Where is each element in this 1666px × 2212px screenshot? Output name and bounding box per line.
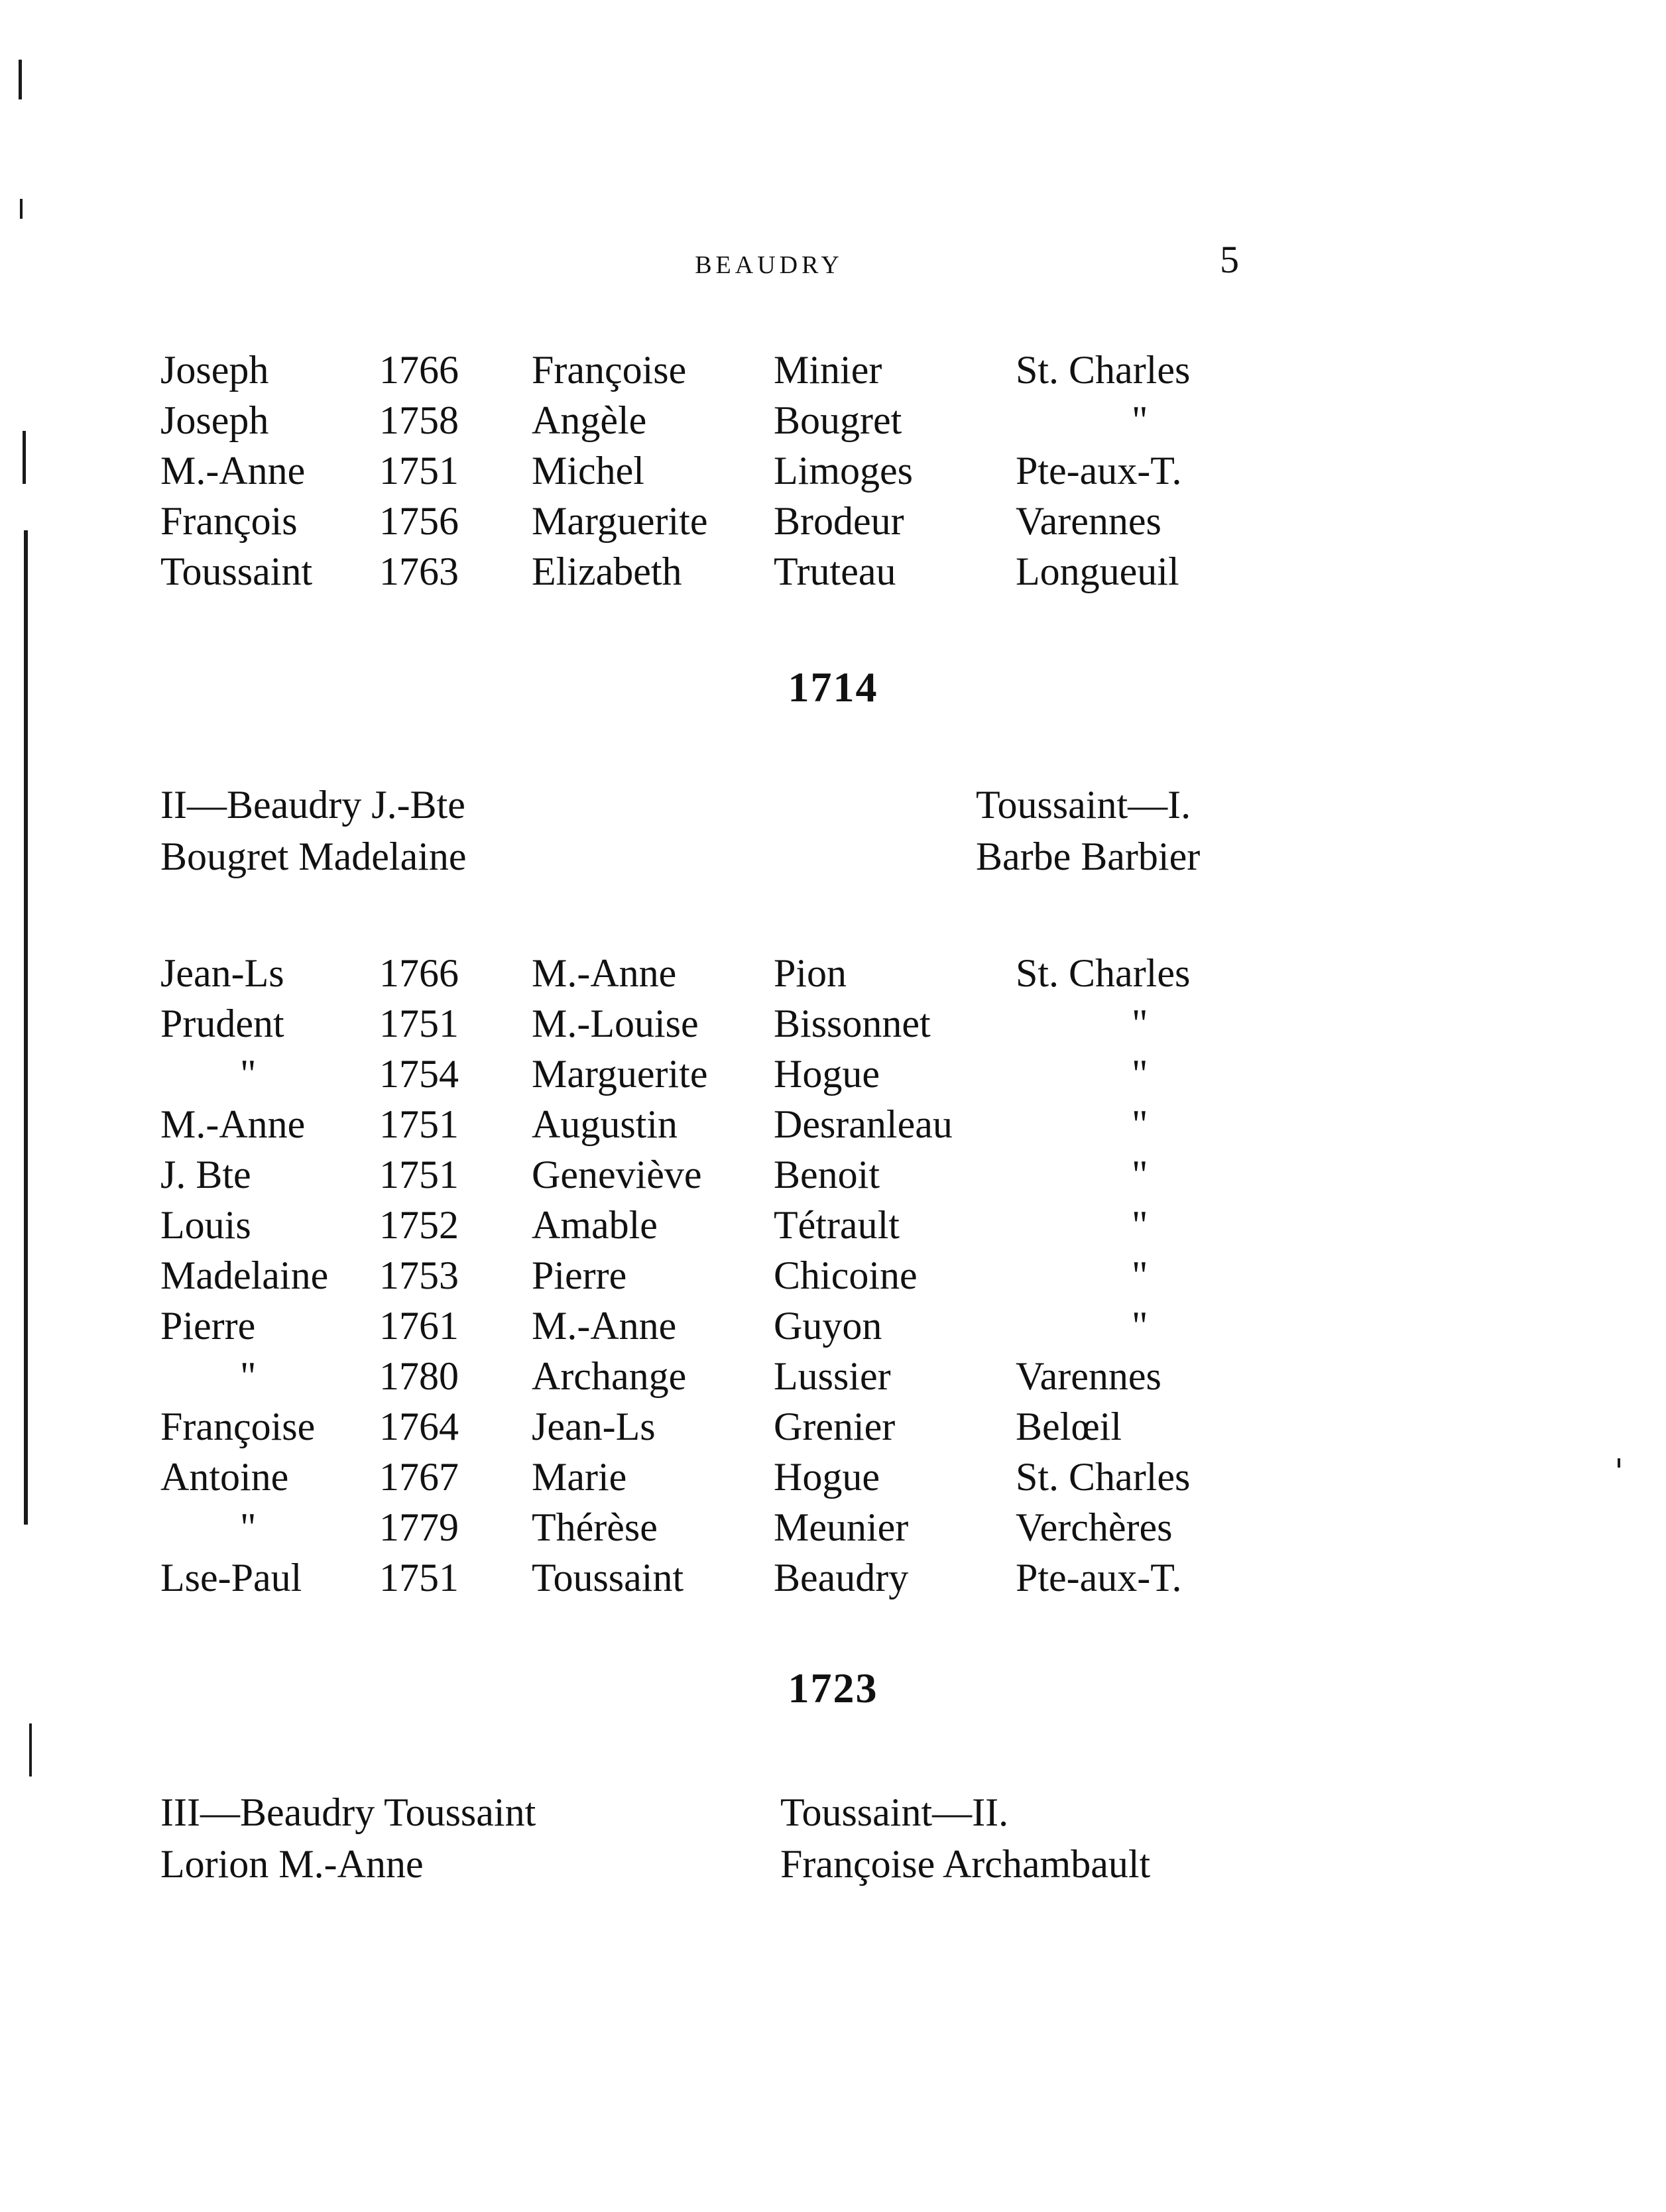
- table-row: [160, 1452, 1287, 1502]
- year-heading-1714: 1714: [788, 664, 878, 711]
- spouse-last-name: Bougret: [774, 398, 902, 442]
- spouse-last-name: Brodeur: [774, 499, 904, 543]
- spouse-last-name: Pion: [774, 951, 847, 995]
- marriage-place: St. Charles: [1016, 1455, 1191, 1499]
- page-number: 5: [1220, 238, 1239, 281]
- table-row: [160, 1301, 1287, 1351]
- family-line: [160, 779, 1287, 831]
- ditto-mark: ": [1132, 398, 1148, 442]
- marriage-place: Verchères: [1016, 1505, 1173, 1549]
- spouse-last-name: Minier: [774, 348, 882, 392]
- marriage-place: St. Charles: [1016, 951, 1191, 995]
- ditto-mark: ": [1132, 1203, 1148, 1247]
- marriage-year: 1780: [379, 1354, 459, 1398]
- marriage-year: 1752: [379, 1203, 459, 1247]
- ditto-mark: ": [1132, 1052, 1148, 1096]
- spouse-last-name: Truteau: [774, 550, 896, 593]
- scan-edge-mark: [23, 431, 26, 484]
- spouse-first-name: Pierre: [532, 1253, 627, 1297]
- table-row: [160, 1250, 1287, 1301]
- table-row: [160, 1351, 1287, 1401]
- spouse-first-name: Thérèse: [532, 1505, 658, 1549]
- marriage-place: Longueuil: [1016, 550, 1179, 593]
- child-name: Antoine: [160, 1455, 289, 1499]
- spouse-first-name: Jean-Ls: [532, 1405, 656, 1448]
- marriage-year: 1766: [379, 348, 459, 392]
- child-name: Françoise: [160, 1405, 316, 1448]
- ditto-mark: ": [1132, 1304, 1148, 1348]
- marriage-year: 1751: [379, 449, 459, 493]
- wife-entry: Lorion M.-Anne: [160, 1842, 424, 1886]
- spouse-last-name: Benoit: [774, 1153, 880, 1196]
- spouse-first-name: Amable: [532, 1203, 658, 1247]
- table-row: [160, 1099, 1287, 1149]
- spouse-first-name: Archange: [532, 1354, 687, 1398]
- table-row: [160, 1502, 1287, 1552]
- marriage-year: 1754: [379, 1052, 459, 1096]
- marriage-year: 1753: [379, 1253, 459, 1297]
- child-name: Lse-Paul: [160, 1556, 302, 1600]
- family-header-1723: [160, 1786, 1287, 1890]
- marriage-place: Pte-aux-T.: [1016, 1556, 1182, 1600]
- family-line: [160, 1786, 1287, 1838]
- child-name: Joseph: [160, 398, 269, 442]
- marriage-year: 1751: [379, 1556, 459, 1600]
- table-row: [160, 345, 1287, 395]
- marriage-year: 1751: [379, 1002, 459, 1045]
- spouse-first-name: Angèle: [532, 398, 647, 442]
- spouse-last-name: Lussier: [774, 1354, 891, 1398]
- spouse-first-name: M.-Anne: [532, 1304, 677, 1348]
- family-line: [160, 1838, 1287, 1890]
- spouse-first-name: Augustin: [532, 1102, 678, 1146]
- spouse-first-name: Françoise: [532, 348, 687, 392]
- marriage-year: 1766: [379, 951, 459, 995]
- child-name: M.-Anne: [160, 449, 306, 493]
- ditto-mark: ": [240, 1354, 257, 1398]
- spouse-first-name: Marguerite: [532, 1052, 708, 1096]
- child-name: Joseph: [160, 348, 269, 392]
- wife-entry: Bougret Madelaine: [160, 835, 467, 878]
- table-row: [160, 1049, 1287, 1099]
- marriage-year: 1756: [379, 499, 459, 543]
- marriage-year: 1767: [379, 1455, 459, 1499]
- marriage-year: 1763: [379, 550, 459, 593]
- scan-edge-mark: [29, 1723, 32, 1776]
- marriage-year: 1764: [379, 1405, 459, 1448]
- child-name: J. Bte: [160, 1153, 251, 1196]
- child-name: Prudent: [160, 1002, 284, 1045]
- child-name: M.-Anne: [160, 1102, 306, 1146]
- husband-parents: Toussaint—I.: [976, 783, 1191, 827]
- marriage-year: 1758: [379, 398, 459, 442]
- table-row: [160, 496, 1287, 546]
- family-header-1714: [160, 779, 1287, 882]
- scan-edge-mark: [19, 60, 22, 99]
- child-name: Jean-Ls: [160, 951, 284, 995]
- wife-parents: Barbe Barbier: [976, 835, 1201, 878]
- spouse-last-name: Desranleau: [774, 1102, 953, 1146]
- marriage-year: 1751: [379, 1153, 459, 1196]
- spouse-first-name: Elizabeth: [532, 550, 682, 593]
- table-row: [160, 1149, 1287, 1200]
- marriage-year: 1779: [379, 1505, 459, 1549]
- spouse-first-name: Michel: [532, 449, 644, 493]
- spouse-first-name: Marguerite: [532, 499, 708, 543]
- family-line: [160, 831, 1287, 882]
- spouse-first-name: Toussaint: [532, 1556, 684, 1600]
- child-name: Pierre: [160, 1304, 256, 1348]
- ditto-mark: ": [240, 1505, 257, 1549]
- marriage-year: 1761: [379, 1304, 459, 1348]
- husband-entry: II—Beaudry J.-Bte: [160, 783, 465, 827]
- spouse-last-name: Guyon: [774, 1304, 882, 1348]
- table-row: [160, 395, 1287, 445]
- ditto-mark: ": [1132, 1102, 1148, 1146]
- marriage-place: Belœil: [1016, 1405, 1122, 1448]
- children-table-1714: [160, 948, 1287, 1603]
- ditto-mark: ": [240, 1052, 257, 1096]
- spouse-first-name: M.-Louise: [532, 1002, 699, 1045]
- child-name: Toussaint: [160, 550, 313, 593]
- year-heading-1723: 1723: [788, 1664, 878, 1712]
- table-row: [160, 1200, 1287, 1250]
- ditto-mark: ": [1132, 1153, 1148, 1196]
- spouse-last-name: Hogue: [774, 1052, 880, 1096]
- table-row: [160, 1401, 1287, 1452]
- running-header: BEAUDRY: [695, 251, 843, 279]
- ditto-mark: ": [1132, 1253, 1148, 1297]
- marriage-place: St. Charles: [1016, 348, 1191, 392]
- table-row: [160, 998, 1287, 1049]
- table-row: [160, 445, 1287, 496]
- table-row: [160, 948, 1287, 998]
- marriage-year: 1751: [379, 1102, 459, 1146]
- ditto-mark: ": [1132, 1002, 1148, 1045]
- table-row: [160, 546, 1287, 597]
- husband-entry: III—Beaudry Toussaint: [160, 1790, 536, 1834]
- spouse-first-name: Geneviève: [532, 1153, 702, 1196]
- spouse-first-name: Marie: [532, 1455, 627, 1499]
- spouse-last-name: Limoges: [774, 449, 913, 493]
- marriage-place: Pte-aux-T.: [1016, 449, 1182, 493]
- children-table-top: [160, 345, 1287, 597]
- spouse-first-name: M.-Anne: [532, 951, 677, 995]
- scan-edge-mark: [20, 199, 23, 219]
- spouse-last-name: Chicoine: [774, 1253, 918, 1297]
- spouse-last-name: Tétrault: [774, 1203, 900, 1247]
- child-name: Louis: [160, 1203, 251, 1247]
- child-name: François: [160, 499, 298, 543]
- table-row: [160, 1552, 1287, 1603]
- marriage-place: Varennes: [1016, 1354, 1161, 1398]
- spouse-last-name: Bissonnet: [774, 1002, 931, 1045]
- husband-parents: Toussaint—II.: [780, 1790, 1009, 1834]
- spouse-last-name: Beaudry: [774, 1556, 909, 1600]
- spouse-last-name: Grenier: [774, 1405, 896, 1448]
- wife-parents: Françoise Archambault: [780, 1842, 1151, 1886]
- marriage-place: Varennes: [1016, 499, 1161, 543]
- spouse-last-name: Meunier: [774, 1505, 909, 1549]
- scan-edge-mark: [1618, 1458, 1620, 1468]
- spouse-last-name: Hogue: [774, 1455, 880, 1499]
- child-name: Madelaine: [160, 1253, 329, 1297]
